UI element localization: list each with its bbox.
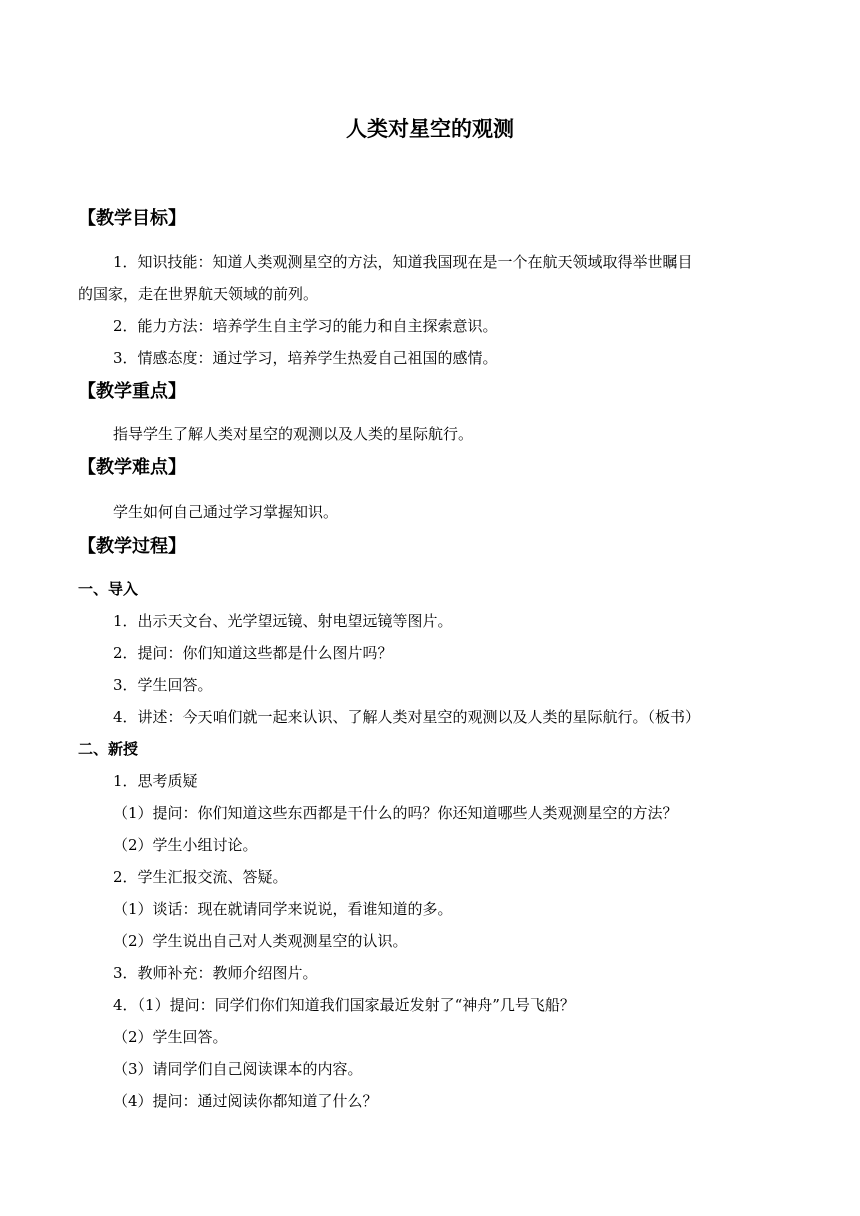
process-part-2-line: （2）学生说出自己对人类观测星空的认识。 (113, 932, 408, 950)
section-heading-process: 【教学过程】 (78, 536, 186, 557)
objective-item-3: 3．情感态度：通过学习，培养学生热爱自己祖国的感情。 (113, 349, 498, 367)
key-points-text: 指导学生了解人类对星空的观测以及人类的星际航行。 (113, 425, 474, 443)
process-part-1-item: 1．出示天文台、光学望远镜、射电望远镜等图片。 (113, 612, 453, 630)
difficulties-text: 学生如何自己通过学习掌握知识。 (113, 503, 339, 521)
document-title: 人类对星空的观测 (346, 117, 514, 141)
objective-item-2: 2．能力方法：培养学生自主学习的能力和自主探索意识。 (113, 317, 498, 335)
process-part-2-line: （4）提问：通过阅读你都知道了什么？ (113, 1092, 378, 1110)
process-part-2-line: 1．思考质疑 (113, 772, 198, 790)
process-part-1-heading: 一、导入 (78, 580, 139, 598)
objective-item-1-line-1: 1．知识技能：知道人类观测星空的方法，知道我国现在是一个在航天领域取得举世瞩目 (113, 253, 693, 271)
process-part-2-line: （2）学生回答。 (113, 1028, 228, 1046)
process-part-2-line: 3．教师补充：教师介绍图片。 (113, 964, 318, 982)
process-part-2-line: （3）请同学们自己阅读课本的内容。 (113, 1060, 363, 1078)
section-heading-key-points: 【教学重点】 (78, 381, 186, 402)
process-part-2-line: 2．学生汇报交流、答疑。 (113, 868, 288, 886)
section-heading-difficulties: 【教学难点】 (78, 457, 186, 478)
process-part-2-line: 4．（1）提问：同学们你们知道我们国家最近发射了“神舟”几号飞船？ (113, 996, 575, 1014)
section-heading-objectives: 【教学目标】 (78, 208, 186, 229)
process-part-1-item: 2．提问：你们知道这些都是什么图片吗？ (113, 644, 393, 662)
process-part-2-line: （1）谈话：现在就请同学来说说，看谁知道的多。 (113, 900, 453, 918)
process-part-2-line: （1）提问：你们知道这些东西都是干什么的吗？你还知道哪些人类观测星空的方法？ (113, 804, 678, 822)
process-part-1-item: 3．学生回答。 (113, 676, 213, 694)
process-part-1-item: 4．讲述：今天咱们就一起来认识、了解人类对星空的观测以及人类的星际航行。（板书） (113, 708, 701, 726)
objective-item-1-line-2: 的国家，走在世界航天领域的前列。 (78, 285, 319, 303)
process-part-2-heading: 二、新授 (78, 740, 139, 758)
process-part-2-line: （2）学生小组讨论。 (113, 836, 258, 854)
